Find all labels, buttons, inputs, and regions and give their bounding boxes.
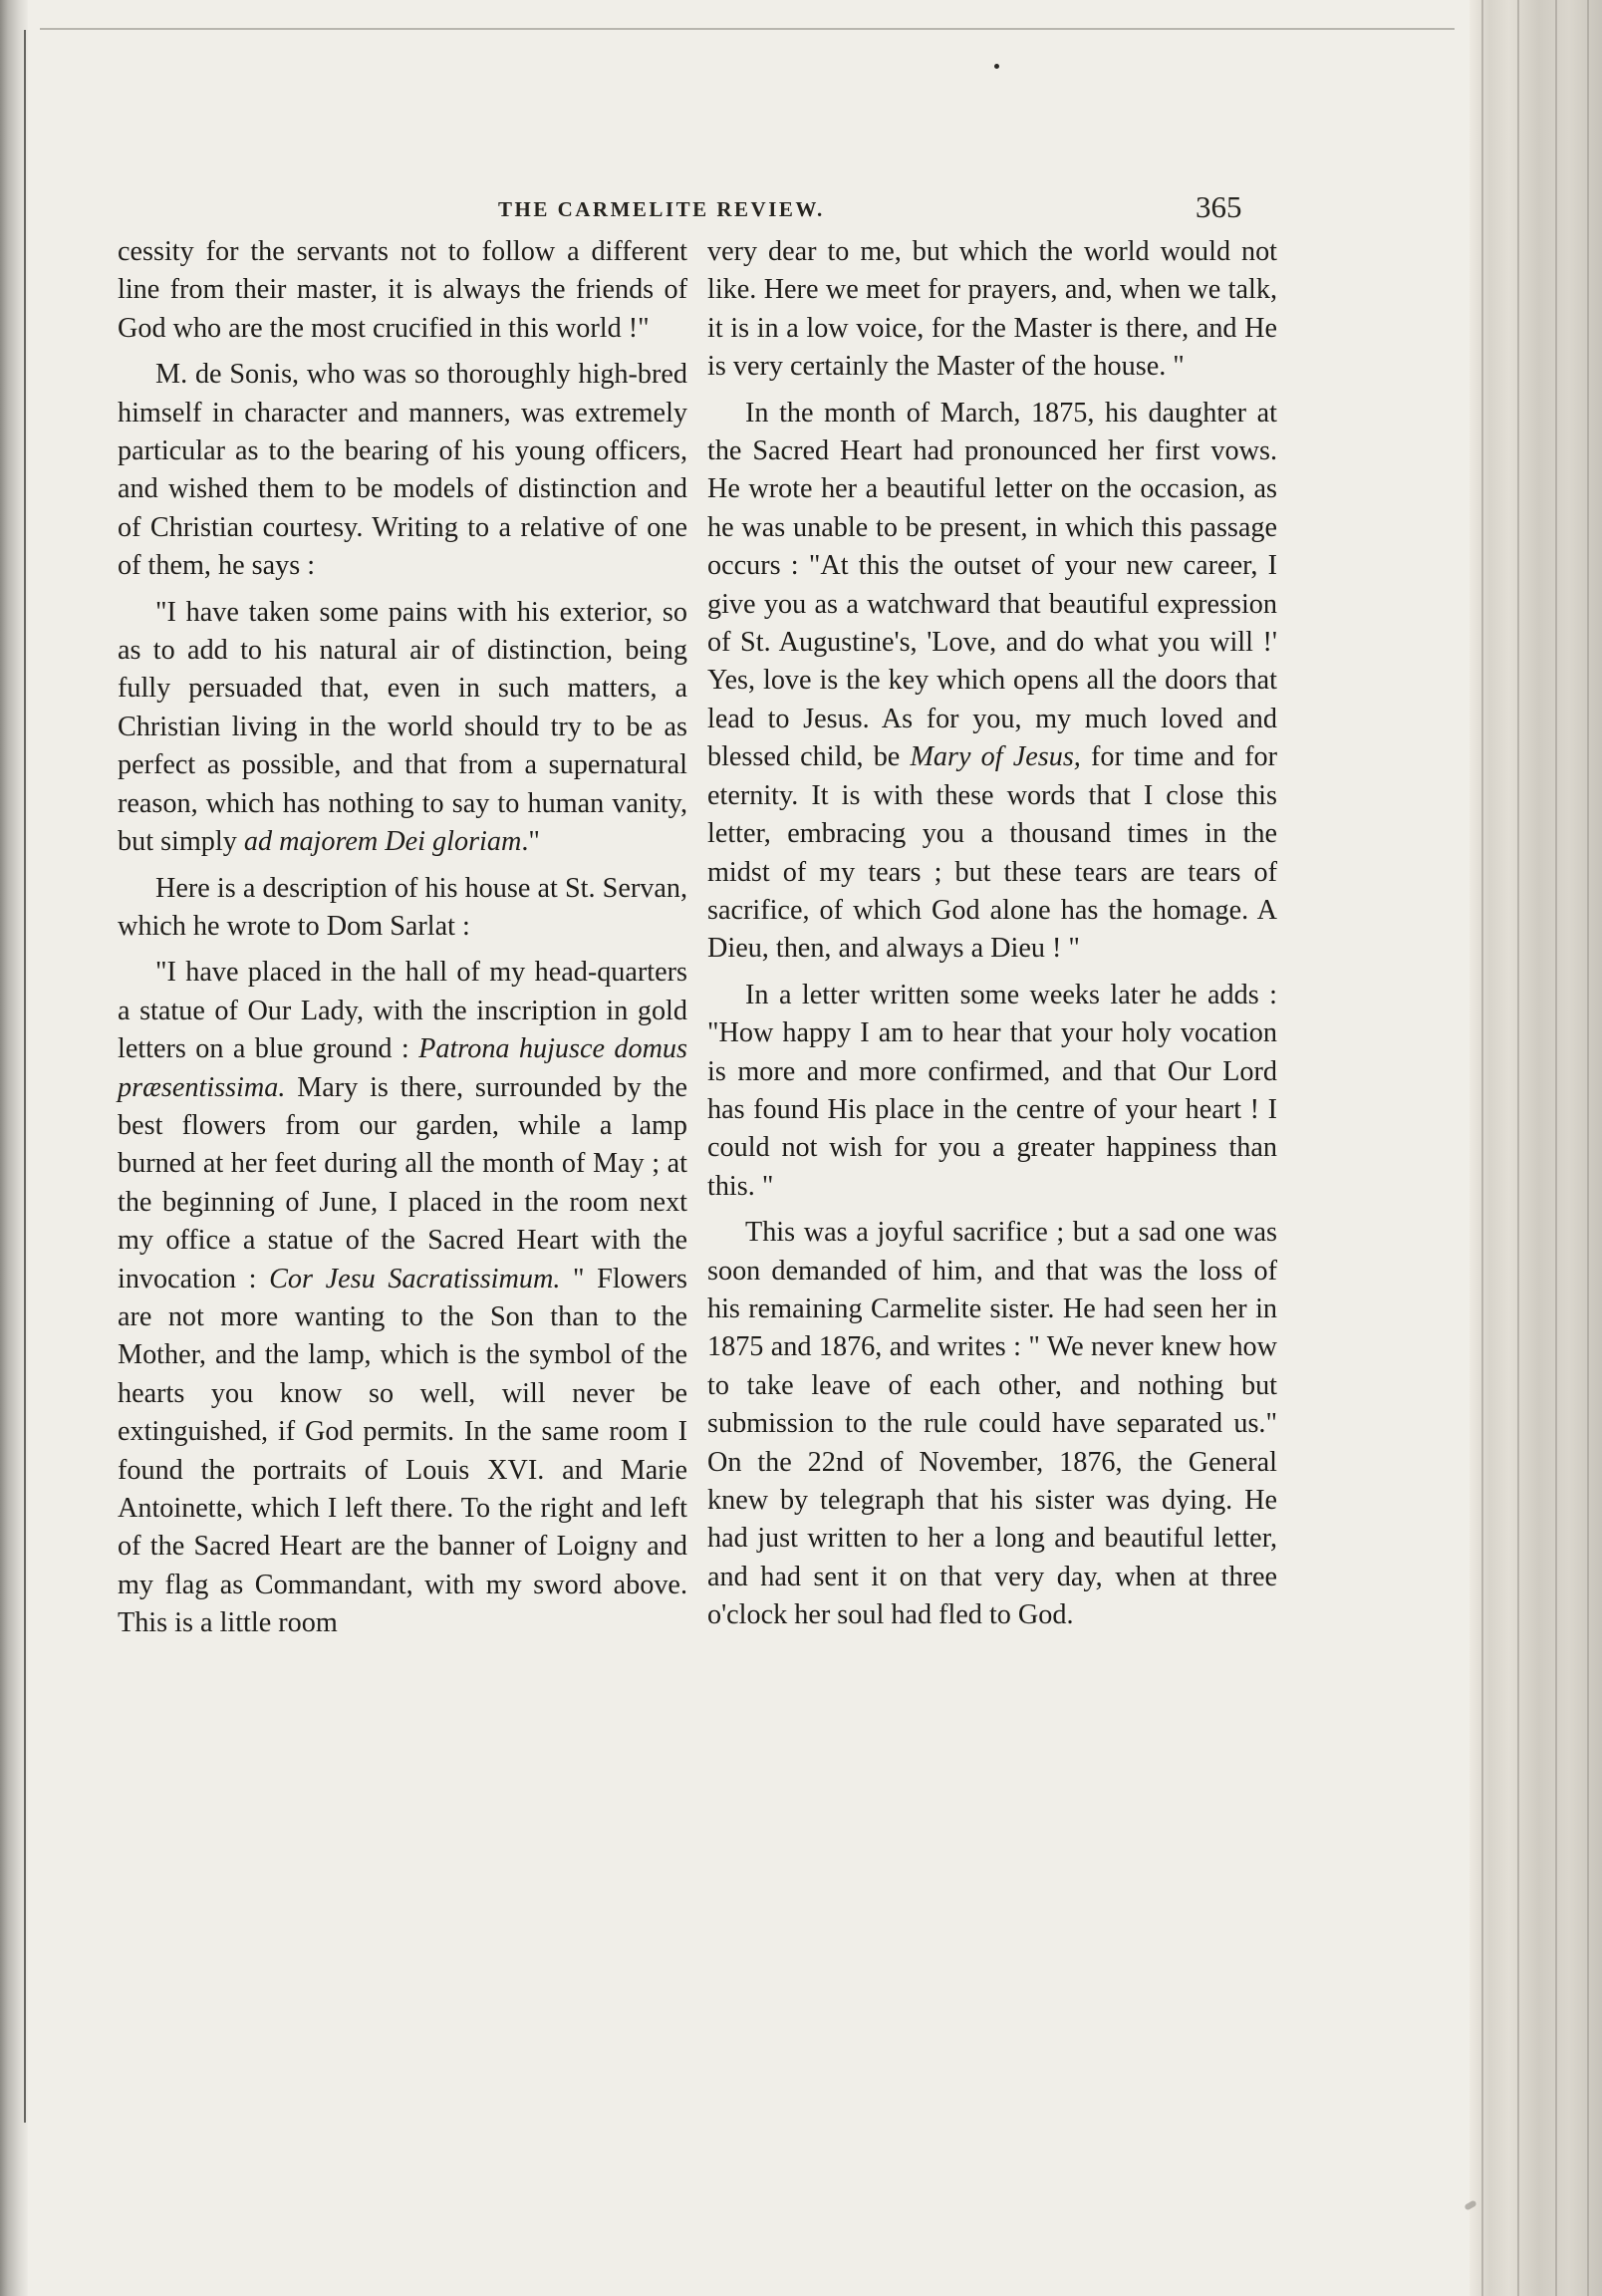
latin-inscription: Patrona hujusce domus præsentissima. (118, 1033, 687, 1103)
edge-line (1555, 0, 1557, 2296)
ink-speck (994, 64, 999, 69)
religious-name: Mary of Jesus, (910, 741, 1081, 773)
edge-line (1517, 0, 1519, 2296)
paragraph: cessity for the servants not to follow a different line from their master, it is always the friends of God who are the most crucified in this world !" (118, 236, 687, 344)
edge-line (1587, 0, 1589, 2296)
page-top-edge (40, 28, 1455, 30)
edge-line (1481, 0, 1483, 2296)
quote-text: "I have taken some pains with his exterior, so as to add to his natural air of distinction, being fully persuaded that, even in such matters, a Christian living in the world should try to be as perfect as possible, and that from a supernatural reason, which has nothing to say to human vanity, but simply (118, 596, 687, 858)
paragraph (118, 594, 687, 862)
left-column (118, 233, 687, 1651)
quote-text: Mary is there, surrounded by the best flowers from our garden, while a lamp burned at her feet during all the month of May ; at the beginning of June, I placed in the room next my office a statue of the Sacred Heart with the invocation : (118, 1071, 687, 1294)
paragraph: In a letter written some weeks later he adds : "How happy I am to hear that your holy vocation is more and more confirmed, and that Our Lord has found His place in the centre of your heart ! I could not wish for you a greater happiness than this. " (707, 979, 1277, 1202)
letter-text: In the month of March, 1875, his daughter at the Sacred Heart had pronounced her first vows. He wrote her a beautiful letter on the occasion, as he was unable to be present, in which this passage occurs : "At this the outset of your new career, I give you as a watchward that beautiful expression of St. Augustine's, 'Love, and do what you will !' Yes, love is the key which opens all the doors that lead to Jesus. As for you, my much loved and blessed child, be (707, 397, 1277, 773)
journal-title: THE CARMELITE REVIEW. (498, 197, 825, 221)
page-stack-edge (1469, 0, 1602, 2296)
paragraph (707, 395, 1277, 969)
binding-line (24, 30, 26, 2123)
paragraph: M. de Sonis, who was so thoroughly high-bred himself in character and manners, was extremely particular as to the bearing of his young officers, and wished them to be models of distinction and of Christian courtesy. Writing to a relative of one of them, he says : (118, 359, 687, 582)
quote-end: ." (521, 826, 540, 858)
paragraph: Here is a description of his house at St. Servan, which he wrote to Dom Sarlat : (118, 872, 687, 942)
right-column (707, 233, 1277, 1643)
latin-invocation: Cor Jesu Sacratissimum. (269, 1263, 561, 1294)
quote-text: " Flowers are not more wanting to the Son than to the Mother, and the lamp, which is the symbol of the hearts you know so well, will never be extinguished, if God permits. In the same room I found the portraits of Louis XVI. and Marie Antoinette, which I left there. To the right and left of the Sacred Heart are the banner of Loigny and my flag as Commandant, with my sword above. This is a little room (118, 1263, 687, 1639)
quote-text: "I have placed in the hall of my head-quarters a statue of Our Lady, with the inscription in gold letters on a blue ground : (118, 957, 687, 1065)
latin-phrase: ad majorem Dei gloriam (243, 826, 522, 858)
paragraph: very dear to me, but which the world would not like. Here we meet for prayers, and, when we talk, it is in a low voice, for the Master is there, and He is very certainly the Master of the house. " (707, 236, 1277, 383)
letter-text: for time and for eternity. It is with these words that I close this letter, embracing you a thousand times in the midst of my tears ; but these tears are tears of sacrifice, of which God alone has the homage. A Dieu, then, and always a Dieu ! " (707, 741, 1277, 965)
paragraph: This was a joyful sacrifice ; but a sad one was soon demanded of him, and that was the loss of his remaining Carmelite sister. He had seen her in 1875 and 1876, and writes : " We never knew how to take leave of each other, and nothing but submission to the rule could have separated us." On the 22nd of November, 1876, the General knew by telegraph that his sister was dying. He had just written to her a long and beautiful letter, and had sent it on that very day, when at three o'clock her soul had fled to God. (707, 1217, 1277, 1631)
paragraph (118, 954, 687, 1642)
running-head (120, 189, 1275, 229)
page-number: 365 (1196, 189, 1242, 224)
